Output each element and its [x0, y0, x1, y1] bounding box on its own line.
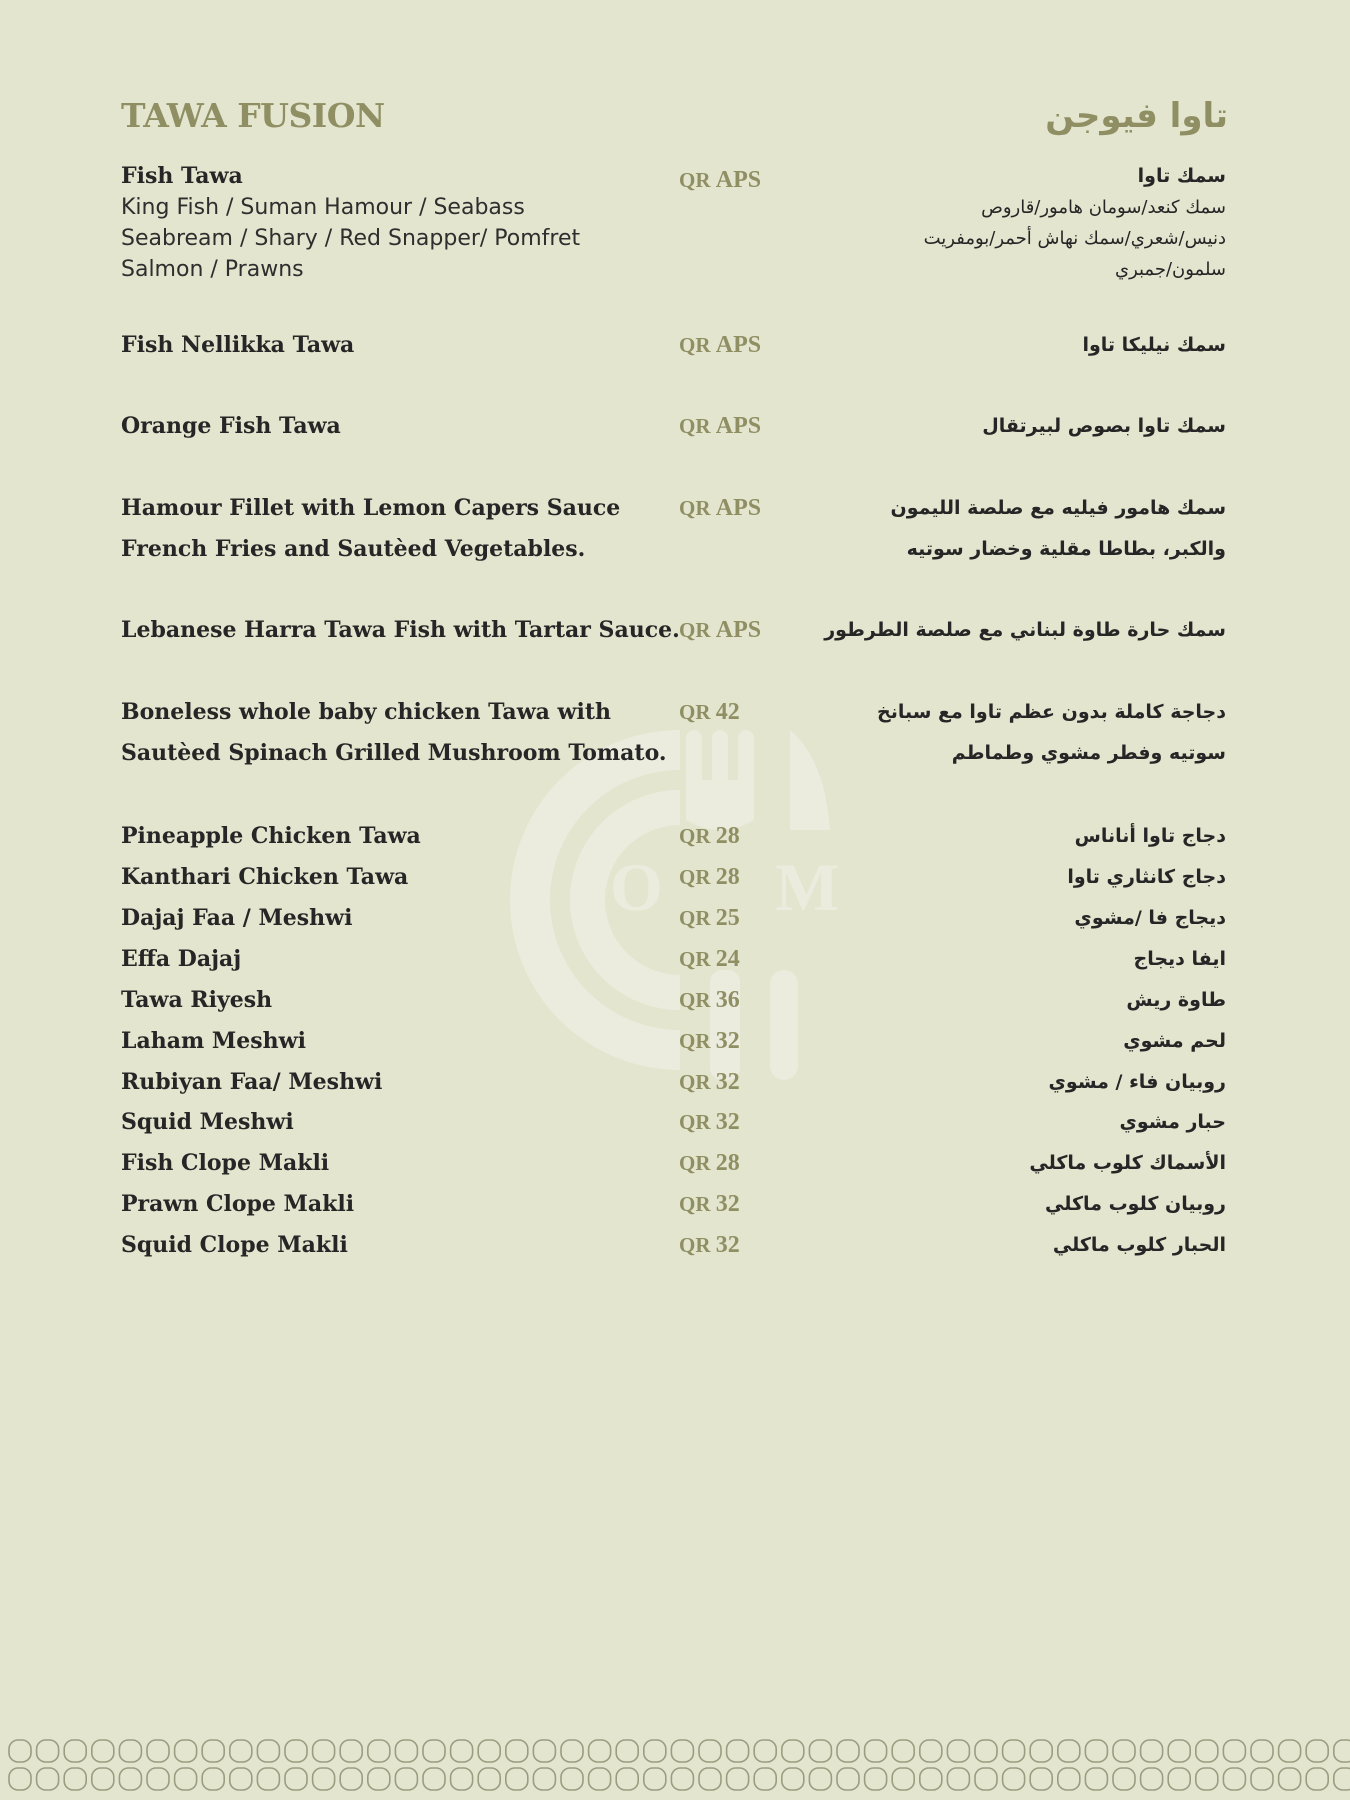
menu-item-price — [679, 857, 740, 898]
menu-item-name-en — [121, 692, 667, 774]
menu-item-title-en: Kanthari Chicken Tawa — [121, 864, 409, 890]
menu-item-title-en-line2: French Fries and Sautèed Vegetables. — [121, 536, 586, 562]
menu-item-title-en: Squid Meshwi — [121, 1109, 294, 1135]
footer-pattern-shape — [1113, 1768, 1135, 1790]
menu-item-title-en: Lebanese Harra Tawa Fish with Tartar Sauce. — [121, 617, 680, 643]
menu-item-price — [679, 1102, 740, 1143]
menu-item-price — [679, 939, 740, 980]
menu-item-name-en — [121, 1102, 294, 1143]
svg-text:M: M — [775, 849, 840, 925]
price-value: 32 — [715, 1028, 740, 1054]
menu-item-name-en — [121, 610, 680, 651]
footer-pattern-shape — [616, 1740, 638, 1762]
currency-label: QR — [679, 865, 716, 889]
menu-item-price — [679, 898, 740, 939]
menu-item-description-ar: سمك كنعد/سومان هامور/قاروص — [981, 197, 1226, 218]
price-value: APS — [715, 495, 762, 521]
currency-label: QR — [679, 333, 716, 357]
menu-item-description-en: Salmon / Prawns — [121, 257, 304, 282]
menu-item-title-en: Fish Clope Makli — [121, 1150, 330, 1176]
footer-pattern-shape — [506, 1768, 528, 1790]
footer-pattern-shape — [533, 1768, 555, 1790]
footer-pattern-shape — [230, 1768, 252, 1790]
footer-pattern-shape — [1003, 1768, 1025, 1790]
menu-item-title-en: Orange Fish Tawa — [121, 413, 341, 439]
currency-label: QR — [679, 168, 716, 192]
menu-item-title-en: Tawa Riyesh — [121, 987, 273, 1013]
footer-pattern-shape — [1279, 1768, 1301, 1790]
menu-item-price — [679, 1021, 740, 1062]
footer-pattern-shape — [340, 1740, 362, 1762]
currency-label: QR — [679, 988, 716, 1012]
price-value: 32 — [715, 1109, 740, 1135]
menu-item-title-en: Prawn Clope Makli — [121, 1191, 355, 1217]
footer-pattern-shape — [975, 1740, 997, 1762]
footer-pattern-shape — [37, 1740, 59, 1762]
menu-item-name-ar — [1134, 939, 1226, 980]
footer-pattern-shape — [561, 1768, 583, 1790]
menu-item-title-en: Squid Clope Makli — [121, 1232, 348, 1258]
menu-item-name-ar — [1119, 1102, 1226, 1143]
footer-pattern-shape — [1058, 1768, 1080, 1790]
menu-item-title-ar: سمك هامور فيليه مع صلصة الليمون — [890, 497, 1226, 519]
menu-item-name-en — [121, 816, 421, 857]
footer-pattern-shape — [147, 1740, 169, 1762]
footer-pattern-shape — [782, 1768, 804, 1790]
menu-item-title-en: Laham Meshwi — [121, 1028, 306, 1054]
menu-item-name-en — [121, 898, 352, 939]
price-value: 32 — [715, 1069, 740, 1095]
footer-pattern-shape — [920, 1740, 942, 1762]
menu-item-title-ar: الأسماك كلوب ماكلي — [1029, 1152, 1226, 1174]
menu-item-name-ar — [891, 488, 1226, 570]
footer-pattern-shape — [1223, 1740, 1245, 1762]
footer-pattern-shape — [1223, 1768, 1245, 1790]
menu-item-description-ar: سلمون/جمبري — [1114, 259, 1226, 280]
menu-item-title-en: Pineapple Chicken Tawa — [121, 823, 421, 849]
menu-item-title-ar: سمك تاوا — [1137, 165, 1226, 187]
footer-pattern-shape — [451, 1768, 473, 1790]
menu-item-title-en: Dajaj Faa / Meshwi — [121, 905, 353, 931]
menu-item-price — [679, 1062, 740, 1103]
menu-item-name-en — [121, 325, 354, 366]
footer-pattern-shape — [423, 1740, 445, 1762]
menu-item-name-en — [121, 406, 341, 447]
footer-pattern-shape — [561, 1740, 583, 1762]
menu-item-name-ar — [1049, 1062, 1227, 1103]
menu-item-title-ar: الحبار كلوب ماكلي — [1052, 1234, 1226, 1256]
menu-item-description-en: Seabream / Shary / Red Snapper/ Pomfret — [121, 226, 581, 251]
footer-pattern-shape — [451, 1740, 473, 1762]
footer-pattern-shape — [754, 1740, 776, 1762]
menu-item-name-en — [121, 488, 620, 570]
footer-pattern-shape — [837, 1768, 859, 1790]
footer-pattern-shape — [1141, 1740, 1163, 1762]
price-value: 24 — [715, 946, 740, 972]
footer-pattern-shape — [313, 1768, 335, 1790]
menu-item-title-en-line2: Sautèed Spinach Grilled Mushroom Tomato. — [121, 740, 667, 766]
footer-pattern-shape — [947, 1740, 969, 1762]
footer-pattern-shape — [1085, 1740, 1107, 1762]
footer-pattern-shape — [644, 1740, 666, 1762]
price-value: APS — [715, 332, 762, 358]
footer-pattern-shape — [64, 1768, 86, 1790]
menu-item-name-en — [121, 980, 272, 1021]
menu-item-name-ar — [1123, 1021, 1226, 1062]
footer-pattern-shape — [589, 1740, 611, 1762]
footer-pattern-shape — [1003, 1740, 1025, 1762]
menu-item-name-ar — [1082, 325, 1226, 366]
footer-pattern-shape — [478, 1740, 500, 1762]
footer-pattern-shape — [1306, 1740, 1328, 1762]
price-value: 28 — [715, 823, 740, 849]
menu-item-name-ar — [1053, 1225, 1226, 1266]
menu-item-name-en — [121, 1225, 348, 1266]
menu-item-name-ar — [1067, 857, 1226, 898]
menu-item-name-ar — [1045, 1184, 1226, 1225]
footer-pattern-shape — [368, 1740, 390, 1762]
menu-item-title-en: Hamour Fillet with Lemon Capers Sauce — [121, 495, 621, 521]
menu-item-title-en: Fish Tawa — [121, 163, 243, 189]
menu-item-price — [679, 160, 761, 201]
price-value: 25 — [715, 905, 740, 931]
menu-item-name-ar — [1075, 816, 1226, 857]
footer-pattern-shape — [202, 1740, 224, 1762]
footer-pattern-shape — [671, 1740, 693, 1762]
currency-label: QR — [679, 1110, 716, 1134]
menu-item-price — [679, 1143, 740, 1184]
menu-item-name-ar — [824, 610, 1226, 651]
menu-item-title-ar: سمك نيليكا تاوا — [1082, 334, 1226, 356]
price-value: APS — [715, 413, 762, 439]
currency-label: QR — [679, 947, 716, 971]
menu-item-title-ar: حبار مشوي — [1119, 1111, 1226, 1133]
menu-item-title-ar-line2: سوتيه وفطر مشوي وطماطم — [951, 742, 1226, 764]
menu-item-name-en — [121, 1062, 382, 1103]
menu-item-price — [679, 816, 740, 857]
footer-pattern-shape — [285, 1740, 307, 1762]
menu-item-name-en — [121, 160, 580, 285]
menu-item-name-en — [121, 1143, 329, 1184]
footer-pattern-shape — [1196, 1768, 1218, 1790]
menu-item-title-en: Fish Nellikka Tawa — [121, 332, 355, 358]
currency-label: QR — [679, 414, 716, 438]
footer-pattern-shape — [9, 1740, 31, 1762]
footer-pattern-shape — [1306, 1768, 1328, 1790]
price-value: 36 — [715, 987, 740, 1013]
footer-pattern-shape — [1196, 1740, 1218, 1762]
footer-pattern-shape — [892, 1768, 914, 1790]
menu-item-title-ar: ديجاج فا /مشوي — [1074, 907, 1226, 929]
menu-item-price — [679, 488, 761, 529]
footer-pattern-shape — [257, 1740, 279, 1762]
footer-pattern-shape — [1030, 1768, 1052, 1790]
menu-item-title-ar: دجاج تاوا أناناس — [1074, 825, 1226, 847]
footer-pattern-shape — [865, 1740, 887, 1762]
menu-item-name-ar — [1074, 898, 1226, 939]
footer-pattern-shape — [1141, 1768, 1163, 1790]
footer-pattern-shape — [1279, 1740, 1301, 1762]
footer-pattern-shape — [699, 1768, 721, 1790]
footer-pattern-shape — [64, 1740, 86, 1762]
footer-pattern-shape — [699, 1740, 721, 1762]
footer-pattern-shape — [395, 1740, 417, 1762]
footer-pattern-shape — [671, 1768, 693, 1790]
menu-item-title-ar: سمك تاوا بصوص لبيرتقال — [982, 415, 1226, 437]
currency-label: QR — [679, 700, 716, 724]
menu-item-name-en — [121, 1184, 354, 1225]
menu-item-title-ar: روبيان فاء / مشوي — [1048, 1071, 1226, 1093]
footer-pattern-shape — [1058, 1740, 1080, 1762]
menu-item-title-ar: لحم مشوي — [1123, 1030, 1226, 1052]
currency-label: QR — [679, 496, 716, 520]
footer-pattern-shape — [920, 1768, 942, 1790]
footer-pattern-shape — [975, 1768, 997, 1790]
menu-item-title-ar: طاوة ريش — [1126, 989, 1226, 1011]
menu-item-title-en: Boneless whole baby chicken Tawa with — [121, 699, 611, 725]
currency-label: QR — [679, 1070, 716, 1094]
menu-item-name-en — [121, 939, 241, 980]
footer-pattern-shape — [533, 1740, 555, 1762]
decorative-footer-pattern — [0, 1728, 1350, 1800]
footer-pattern-shape — [1168, 1768, 1190, 1790]
footer-pattern-shape — [285, 1768, 307, 1790]
menu-item-title-en: Effa Dajaj — [121, 946, 242, 972]
footer-pattern-shape — [754, 1768, 776, 1790]
currency-label: QR — [679, 906, 716, 930]
footer-pattern-shape — [202, 1768, 224, 1790]
menu-item-name-ar — [877, 692, 1226, 774]
menu-item-name-ar — [1126, 980, 1226, 1021]
footer-pattern-shape — [727, 1740, 749, 1762]
footer-pattern-shape — [809, 1740, 831, 1762]
footer-pattern-shape — [340, 1768, 362, 1790]
footer-pattern-shape — [1334, 1768, 1350, 1790]
price-value: 32 — [715, 1191, 740, 1217]
menu-item-price — [679, 980, 740, 1021]
menu-item-title-ar: روبيان كلوب ماكلي — [1045, 1193, 1226, 1215]
price-value: 32 — [715, 1232, 740, 1258]
menu-item-description-ar: دنيس/شعري/سمك نهاش أحمر/بومفريت — [923, 228, 1226, 249]
footer-pattern-shape — [506, 1740, 528, 1762]
footer-pattern-shape — [92, 1768, 114, 1790]
price-value: 28 — [715, 864, 740, 890]
page-title-en: TAWA FUSION — [121, 96, 385, 135]
footer-pattern-shape — [782, 1740, 804, 1762]
currency-label: QR — [679, 1151, 716, 1175]
footer-pattern-shape — [1334, 1740, 1350, 1762]
currency-label: QR — [679, 1029, 716, 1053]
footer-pattern-shape — [1113, 1740, 1135, 1762]
menu-item-price — [679, 1184, 740, 1225]
menu-item-description-en: King Fish / Suman Hamour / Seabass — [121, 195, 525, 220]
footer-pattern-shape — [589, 1768, 611, 1790]
currency-label: QR — [679, 1192, 716, 1216]
menu-item-price — [679, 1225, 740, 1266]
svg-text:O: O — [610, 849, 663, 925]
menu-item-price — [679, 610, 761, 651]
footer-pattern-shape — [1251, 1768, 1273, 1790]
price-value: APS — [715, 167, 762, 193]
menu-item-price — [679, 325, 761, 366]
menu-item-name-ar — [924, 160, 1226, 285]
currency-label: QR — [679, 1233, 716, 1257]
footer-pattern-shape — [1030, 1740, 1052, 1762]
page-title-ar: تاوا فيوجن — [1045, 96, 1228, 136]
footer-pattern-shape — [644, 1768, 666, 1790]
footer-pattern-shape — [313, 1740, 335, 1762]
footer-pattern-shape — [727, 1768, 749, 1790]
menu-item-name-ar — [1029, 1143, 1226, 1184]
footer-pattern-shape — [947, 1768, 969, 1790]
price-value: 42 — [715, 699, 740, 725]
footer-pattern-shape — [119, 1740, 141, 1762]
footer-pattern-shape — [119, 1768, 141, 1790]
footer-pattern-shape — [423, 1768, 445, 1790]
currency-label: QR — [679, 618, 716, 642]
footer-pattern-shape — [37, 1768, 59, 1790]
menu-item-price — [679, 692, 740, 733]
currency-label: QR — [679, 824, 716, 848]
footer-pattern-shape — [368, 1768, 390, 1790]
footer-pattern-shape — [147, 1768, 169, 1790]
footer-pattern-shape — [837, 1740, 859, 1762]
menu-item-title-en: Rubiyan Faa/ Meshwi — [121, 1069, 383, 1095]
footer-pattern-shape — [175, 1740, 197, 1762]
footer-pattern-shape — [9, 1768, 31, 1790]
footer-pattern-shape — [616, 1768, 638, 1790]
footer-pattern-shape — [892, 1740, 914, 1762]
menu-item-name-ar — [982, 406, 1226, 447]
menu-item-name-en — [121, 1021, 306, 1062]
menu-item-title-ar-line2: والكبر، بطاطا مقلية وخضار سوتيه — [906, 538, 1226, 560]
footer-pattern-shape — [257, 1768, 279, 1790]
menu-item-price — [679, 406, 761, 447]
footer-pattern-shape — [809, 1768, 831, 1790]
footer-pattern-shape — [395, 1768, 417, 1790]
footer-pattern-shape — [1085, 1768, 1107, 1790]
menu-item-title-ar: ايفا ديجاج — [1133, 948, 1226, 970]
footer-pattern-shape — [478, 1768, 500, 1790]
footer-pattern-shape — [1168, 1740, 1190, 1762]
menu-item-title-ar: دجاجة كاملة بدون عظم تاوا مع سبانخ — [877, 701, 1226, 723]
price-value: APS — [715, 617, 762, 643]
footer-pattern-shape — [1251, 1740, 1273, 1762]
price-value: 28 — [715, 1150, 740, 1176]
menu-item-title-ar: سمك حارة طاوة لبناني مع صلصة الطرطور — [824, 619, 1226, 641]
menu-item-title-ar: دجاج كانثاري تاوا — [1067, 866, 1226, 888]
footer-pattern-shape — [865, 1768, 887, 1790]
menu-item-name-en — [121, 857, 408, 898]
footer-pattern-shape — [92, 1740, 114, 1762]
footer-pattern-shape — [230, 1740, 252, 1762]
footer-pattern-shape — [175, 1768, 197, 1790]
